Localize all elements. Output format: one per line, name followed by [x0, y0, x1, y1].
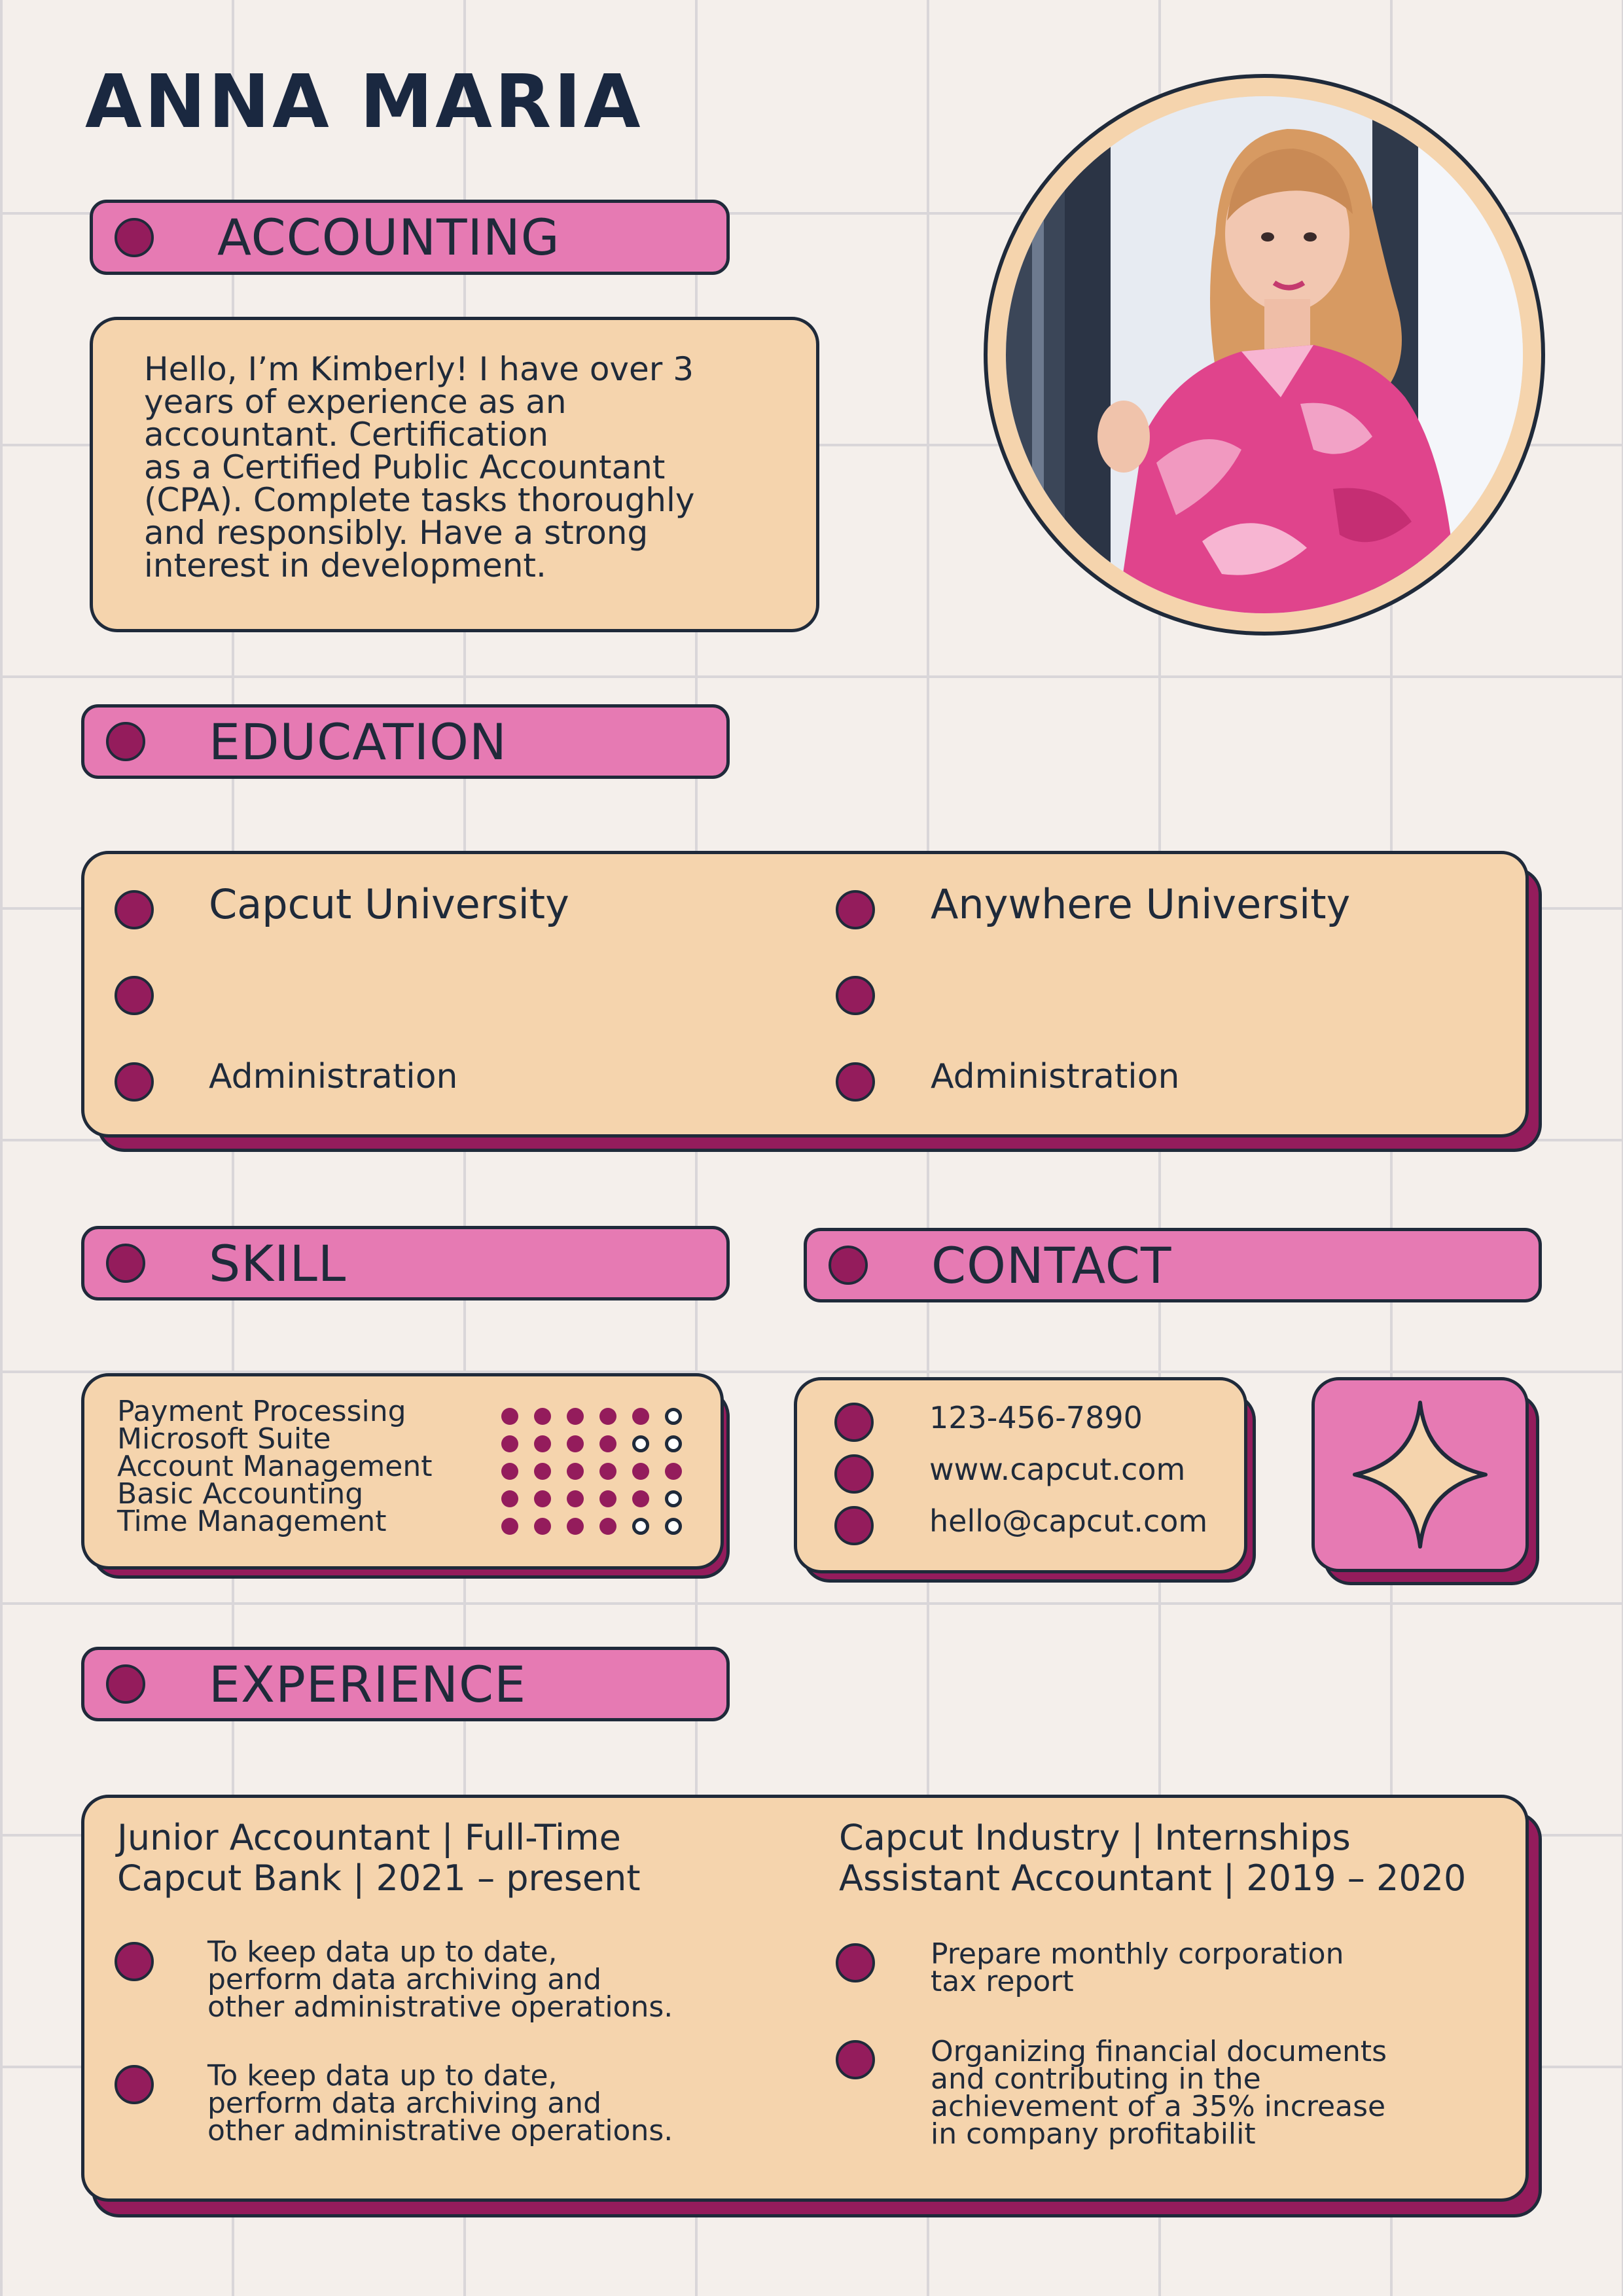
skill-dot-filled	[665, 1463, 682, 1480]
experience-header	[839, 1818, 1466, 1899]
education-school: Capcut University	[209, 880, 569, 928]
bullet-icon	[115, 976, 154, 1015]
bullet-line: perform data archiving and	[207, 2087, 601, 2120]
skill-dot-filled	[599, 1435, 616, 1452]
skill-dot-empty	[632, 1518, 649, 1535]
skill-dot-filled	[501, 1490, 518, 1507]
skill-dot-filled	[534, 1463, 551, 1480]
bullet-icon	[106, 722, 145, 761]
about-card	[90, 317, 819, 632]
about-text	[144, 350, 695, 584]
skill-dot-filled	[632, 1463, 649, 1480]
bullet-icon	[829, 1246, 868, 1285]
skill-card	[81, 1373, 724, 1570]
experience-card	[81, 1795, 1529, 2202]
contact-website[interactable]: www.capcut.com	[929, 1452, 1186, 1487]
person-photo-illustration	[1006, 96, 1523, 613]
bullet-icon	[836, 1943, 875, 1982]
skill-dot-filled	[567, 1518, 584, 1535]
bullet-icon	[106, 1664, 145, 1704]
education-field: Administration	[931, 1057, 1180, 1096]
bullet-line: other administrative operations.	[207, 1990, 673, 2024]
bullet-line: achievement of a 35% increase	[931, 2090, 1386, 2123]
bullet-icon	[115, 1062, 154, 1102]
skill-dot-empty	[632, 1435, 649, 1452]
bullet-line: To keep data up to date,	[207, 1935, 558, 1969]
section-header-experience	[81, 1647, 730, 1721]
job-company: Capcut Bank | 2021 – present	[117, 1857, 641, 1899]
skill-name: Time Management	[117, 1505, 387, 1538]
about-line: (CPA). Complete tasks thoroughly	[144, 481, 695, 519]
contact-phone[interactable]: 123-456-7890	[929, 1400, 1143, 1435]
skill-dot-filled	[567, 1435, 584, 1452]
section-title: SKILL	[209, 1234, 347, 1293]
skill-dot-filled	[534, 1518, 551, 1535]
bullet-line: Organizing financial documents	[931, 2035, 1387, 2068]
bullet-icon	[115, 218, 154, 257]
about-line: accountant. Certification	[144, 416, 549, 454]
skill-dot-filled	[567, 1463, 584, 1480]
four-point-star-icon	[1315, 1380, 1525, 1569]
education-school: Anywhere University	[931, 880, 1351, 928]
bullet-line: tax report	[931, 1965, 1074, 1998]
skill-dot-filled	[567, 1490, 584, 1507]
bullet-icon	[115, 2065, 154, 2104]
email-bullet-icon	[834, 1506, 874, 1545]
contact-card	[794, 1377, 1247, 1573]
about-line: as a Certified Public Accountant	[144, 448, 666, 486]
section-title: EXPERIENCE	[209, 1655, 527, 1713]
experience-bullet	[207, 1935, 673, 2024]
bullet-icon	[115, 890, 154, 929]
experience-bullet	[207, 2059, 673, 2147]
skill-dot-filled	[632, 1408, 649, 1425]
bullet-icon	[836, 890, 875, 929]
skill-dot-filled	[632, 1490, 649, 1507]
skill-dot-filled	[599, 1518, 616, 1535]
skill-dot-filled	[501, 1408, 518, 1425]
bullet-line: other administrative operations.	[207, 2114, 673, 2147]
skill-dot-filled	[599, 1463, 616, 1480]
web-bullet-icon	[834, 1454, 874, 1494]
skill-dot-filled	[501, 1518, 518, 1535]
bullet-icon	[836, 976, 875, 1015]
experience-bullet	[931, 2035, 1387, 2151]
bullet-line: To keep data up to date,	[207, 2059, 558, 2092]
section-title: ACCOUNTING	[217, 208, 560, 266]
skill-name: Basic Accounting	[117, 1477, 364, 1511]
skill-name: Microsoft Suite	[117, 1422, 331, 1456]
skill-dot-filled	[534, 1435, 551, 1452]
profile-photo-frame	[984, 74, 1545, 636]
profile-photo	[1006, 96, 1523, 613]
skill-dot-filled	[599, 1408, 616, 1425]
skill-name: Account Management	[117, 1450, 433, 1483]
contact-email[interactable]: hello@capcut.com	[929, 1503, 1208, 1539]
page-title: ANNA MARIA	[85, 60, 643, 145]
skill-dot-filled	[534, 1490, 551, 1507]
skill-dot-filled	[567, 1408, 584, 1425]
section-title: EDUCATION	[209, 712, 507, 771]
skill-dot-filled	[501, 1463, 518, 1480]
experience-bullet	[931, 1937, 1344, 1998]
skill-dot-empty	[665, 1518, 682, 1535]
star-tile	[1311, 1377, 1529, 1572]
education-card	[81, 851, 1529, 1138]
skill-dot-empty	[665, 1490, 682, 1507]
skill-name: Payment Processing	[117, 1395, 406, 1428]
bullet-line: perform data archiving and	[207, 1963, 601, 1996]
about-line: interest in development.	[144, 547, 546, 584]
section-header-contact	[804, 1228, 1542, 1302]
skill-dot-empty	[665, 1435, 682, 1452]
section-header-skill	[81, 1226, 730, 1300]
phone-bullet-icon	[834, 1403, 874, 1442]
about-line: Hello, I’m Kimberly! I have over 3	[144, 350, 694, 388]
bullet-line: and contributing in the	[931, 2062, 1261, 2096]
skill-dot-filled	[534, 1408, 551, 1425]
bullet-icon	[836, 1062, 875, 1102]
section-title: CONTACT	[931, 1236, 1172, 1295]
about-line: years of experience as an	[144, 383, 567, 421]
bullet-icon	[106, 1244, 145, 1283]
section-header-education	[81, 704, 730, 779]
skill-dot-filled	[501, 1435, 518, 1452]
bullet-line: in company profitabilit	[931, 2117, 1256, 2151]
job-title: Junior Accountant | Full-Time	[117, 1817, 621, 1858]
bullet-icon	[115, 1942, 154, 1981]
bullet-line: Prepare monthly corporation	[931, 1937, 1344, 1971]
job-company: Assistant Accountant | 2019 – 2020	[839, 1857, 1467, 1899]
job-title: Capcut Industry | Internships	[839, 1817, 1351, 1858]
section-header-accounting	[90, 200, 730, 275]
experience-header	[117, 1818, 641, 1899]
education-field: Administration	[209, 1057, 458, 1096]
skill-dot-filled	[599, 1490, 616, 1507]
bullet-icon	[836, 2040, 875, 2079]
about-line: and responsibly. Have a strong	[144, 514, 649, 552]
skill-dot-empty	[665, 1408, 682, 1425]
skill-list	[117, 1395, 433, 1538]
